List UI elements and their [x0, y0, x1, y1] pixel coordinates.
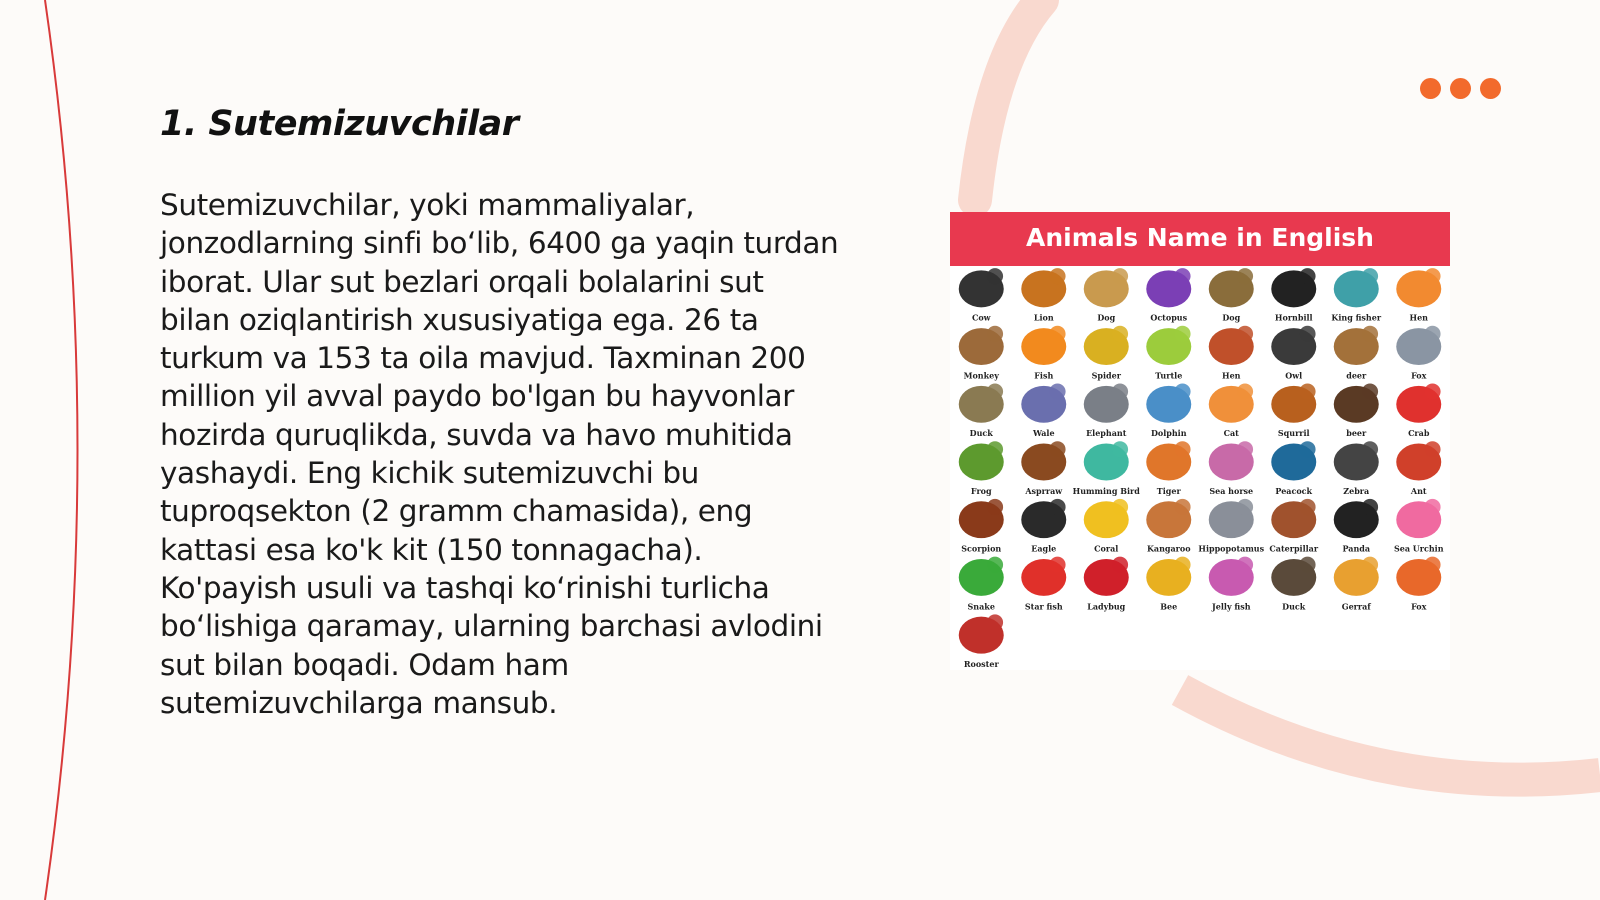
- animal-head-shape: [1299, 384, 1315, 400]
- left-edge-line: [45, 0, 78, 900]
- animal-label: Caterpillar: [1269, 543, 1319, 554]
- animal-label: Hornbill: [1274, 312, 1313, 323]
- animal-lion: [1021, 268, 1066, 323]
- animal-crab: [1396, 384, 1441, 439]
- animal-label: Kangaroo: [1146, 543, 1191, 554]
- dot-3: [1480, 78, 1501, 99]
- animal-beer: [1334, 384, 1379, 439]
- animal-head-shape: [1237, 268, 1253, 284]
- animal-spider: [1084, 326, 1129, 381]
- animal-head-shape: [987, 557, 1003, 573]
- animal-fox: [1396, 326, 1441, 381]
- animal-head-shape: [1049, 326, 1065, 342]
- animal-label: King fisher: [1331, 312, 1382, 323]
- animal-label: Peacock: [1275, 485, 1313, 496]
- animal-dog: [1084, 268, 1129, 323]
- animal-head-shape: [1424, 499, 1440, 515]
- animal-head-shape: [1237, 499, 1253, 515]
- animal-label: Bee: [1160, 601, 1178, 612]
- infographic-header: Animals Name in English: [950, 212, 1450, 266]
- animal-label: Dog: [1097, 312, 1116, 323]
- animal-humming-bird: [1073, 441, 1141, 496]
- animal-head-shape: [1174, 384, 1190, 400]
- animal-label: Squrril: [1277, 428, 1310, 439]
- animal-gerraf: [1334, 557, 1379, 612]
- animal-wale: [1021, 384, 1066, 439]
- animal-label: Fox: [1411, 601, 1427, 612]
- animal-head-shape: [1424, 384, 1440, 400]
- slide-title: 1. Sutemizuvchilar: [160, 104, 519, 144]
- animal-head-shape: [1237, 384, 1253, 400]
- animal-head-shape: [1362, 557, 1378, 573]
- animal-head-shape: [1174, 499, 1190, 515]
- animal-head-shape: [1299, 499, 1315, 515]
- animal-head-shape: [1049, 268, 1065, 284]
- ring-arc-top: [975, 0, 1042, 200]
- animal-owl: [1271, 326, 1316, 381]
- animal-head-shape: [1049, 384, 1065, 400]
- animal-head-shape: [1362, 441, 1378, 457]
- animal-head-shape: [1362, 268, 1378, 284]
- animal-label: Ladybug: [1087, 601, 1126, 612]
- animal-head-shape: [1299, 268, 1315, 284]
- animal-kangaroo: [1146, 499, 1191, 554]
- animal-peacock: [1271, 441, 1316, 496]
- animal-snake: [959, 557, 1004, 612]
- animal-label: Snake: [967, 601, 995, 612]
- animal-label: Asprraw: [1025, 485, 1063, 496]
- animal-ant: [1396, 441, 1441, 496]
- animal-head-shape: [1237, 557, 1253, 573]
- animal-eagle: [1021, 499, 1066, 554]
- animal-head-shape: [1362, 499, 1378, 515]
- animal-elephant: [1084, 384, 1129, 439]
- animal-label: Duck: [969, 428, 993, 439]
- animal-label: Cat: [1223, 428, 1239, 439]
- animal-hen: [1396, 268, 1441, 323]
- animal-turtle: [1146, 326, 1191, 381]
- animal-zebra: [1334, 441, 1379, 496]
- animal-sea-urchin: [1394, 499, 1444, 554]
- animal-label: Zebra: [1343, 485, 1370, 496]
- animal-head-shape: [1424, 557, 1440, 573]
- animal-label: Gerraf: [1341, 601, 1371, 612]
- animal-king-fisher: [1331, 268, 1381, 323]
- animal-head-shape: [1424, 268, 1440, 284]
- animal-head-shape: [1112, 441, 1128, 457]
- animal-head-shape: [1112, 557, 1128, 573]
- slide-body-text: Sutemizuvchilar, yoki mammaliyalar, jonzodlarning sinfi bo‘lib, 6400 ga yaqin turdan iborat. Ular sut bezlari orqali bolalarini sut bilan oziqlantirish xususiyatiga ega. 26 ta turkum va 153 ta oila mavjud. Taxminan 200 million yil avval paydo bo'lgan bu hayvonlar hozirda quruqlikda, suvda va havo muhitida yashaydi. Eng kichik sutemizuvchi bu tuproqsekton (2 gramm chamasida), eng kattasi esa ko'k kit (150 tonnagacha). Ko'payish usuli va tashqi ko‘rinishi turlicha bo‘lishiga qaramay, ularning barchasi avlodini sut bilan boqadi. Odam ham sutemizuvchilarga mansub.: [160, 188, 839, 720]
- animal-label: Panda: [1342, 543, 1371, 554]
- animal-label: Dolphin: [1150, 428, 1187, 439]
- animal-head-shape: [1174, 557, 1190, 573]
- dot-2: [1450, 78, 1471, 99]
- animal-label: Scorpion: [961, 543, 1002, 554]
- animal-head-shape: [1112, 384, 1128, 400]
- animal-bee: [1146, 557, 1191, 612]
- animal-label: Fox: [1411, 370, 1427, 381]
- dot-1: [1420, 78, 1441, 99]
- animal-label: Jelly fish: [1211, 601, 1251, 612]
- animal-head-shape: [987, 384, 1003, 400]
- animal-sea-horse: [1209, 441, 1254, 496]
- animal-fish: [1021, 326, 1066, 381]
- animal-head-shape: [1299, 557, 1315, 573]
- animal-head-shape: [1237, 441, 1253, 457]
- animal-fox: [1396, 557, 1441, 612]
- animal-label: Elephant: [1086, 428, 1127, 439]
- animal-illustrations: [950, 266, 1450, 670]
- menu-dots-icon: [1420, 78, 1501, 99]
- ring-arc-bottom: [1180, 690, 1600, 780]
- animal-label: Monkey: [963, 370, 999, 381]
- animal-head-shape: [1424, 441, 1440, 457]
- animal-head-shape: [1424, 326, 1440, 342]
- animal-head-shape: [1112, 268, 1128, 284]
- animal-hornbill: [1271, 268, 1316, 323]
- animal-label: Humming Bird: [1072, 485, 1140, 496]
- animal-dog: [1209, 268, 1254, 323]
- animal-duck: [1271, 557, 1316, 612]
- animal-label: Sea Urchin: [1393, 543, 1444, 554]
- animal-label: Cow: [971, 312, 991, 323]
- animal-coral: [1084, 499, 1129, 554]
- animal-label: Lion: [1033, 312, 1054, 323]
- animal-deer: [1334, 326, 1379, 381]
- animal-label: Turtle: [1155, 370, 1183, 381]
- animal-head-shape: [1049, 441, 1065, 457]
- animal-label: Frog: [970, 485, 992, 496]
- animal-rooster: [959, 614, 1004, 669]
- animal-head-shape: [1299, 326, 1315, 342]
- animal-label: Sea horse: [1209, 485, 1254, 496]
- animal-label: Crab: [1408, 428, 1430, 439]
- animal-head-shape: [1299, 441, 1315, 457]
- animal-panda: [1334, 499, 1379, 554]
- animal-squrril: [1271, 384, 1316, 439]
- animals-infographic: [950, 212, 1450, 670]
- animal-star-fish: [1021, 557, 1066, 612]
- animal-head-shape: [987, 326, 1003, 342]
- animal-label: Coral: [1094, 543, 1119, 554]
- animal-label: Spider: [1091, 370, 1121, 381]
- animal-duck: [959, 384, 1004, 439]
- animal-label: Star fish: [1024, 601, 1063, 612]
- animal-label: Dog: [1222, 312, 1241, 323]
- animal-hen: [1209, 326, 1254, 381]
- animal-label: Wale: [1032, 428, 1055, 439]
- animal-frog: [959, 441, 1004, 496]
- animal-cat: [1209, 384, 1254, 439]
- animal-dolphin: [1146, 384, 1191, 439]
- animal-cow: [959, 268, 1004, 323]
- animal-label: Tiger: [1156, 485, 1181, 496]
- animal-label: deer: [1346, 370, 1367, 381]
- animal-head-shape: [1237, 326, 1253, 342]
- animal-head-shape: [1362, 326, 1378, 342]
- animal-label: Eagle: [1031, 543, 1057, 554]
- animal-head-shape: [1049, 557, 1065, 573]
- animal-hippopotamus: [1198, 499, 1264, 554]
- animal-label: beer: [1346, 428, 1367, 439]
- animal-head-shape: [987, 499, 1003, 515]
- animal-caterpillar: [1269, 499, 1318, 554]
- animal-head-shape: [1049, 499, 1065, 515]
- animal-head-shape: [1174, 326, 1190, 342]
- animal-head-shape: [987, 614, 1003, 630]
- animal-label: Hen: [1222, 370, 1241, 381]
- animal-scorpion: [959, 499, 1004, 554]
- animal-label: Fish: [1034, 370, 1054, 381]
- animal-ladybug: [1084, 557, 1129, 612]
- animal-head-shape: [1112, 326, 1128, 342]
- animal-jelly-fish: [1209, 557, 1254, 612]
- animal-octopus: [1146, 268, 1191, 323]
- animal-label: Owl: [1285, 370, 1303, 381]
- animal-asprraw: [1021, 441, 1066, 496]
- animal-head-shape: [1174, 441, 1190, 457]
- animal-head-shape: [987, 268, 1003, 284]
- animal-label: Duck: [1282, 601, 1306, 612]
- animal-label: Hen: [1409, 312, 1428, 323]
- animal-head-shape: [987, 441, 1003, 457]
- animal-monkey: [959, 326, 1004, 381]
- animal-label: Ant: [1410, 485, 1427, 496]
- animal-head-shape: [1112, 499, 1128, 515]
- animal-tiger: [1146, 441, 1191, 496]
- animal-head-shape: [1362, 384, 1378, 400]
- animal-label: Hippopotamus: [1198, 543, 1265, 554]
- animal-label: Octopus: [1150, 312, 1188, 323]
- animal-label: Rooster: [963, 659, 999, 669]
- animal-head-shape: [1174, 268, 1190, 284]
